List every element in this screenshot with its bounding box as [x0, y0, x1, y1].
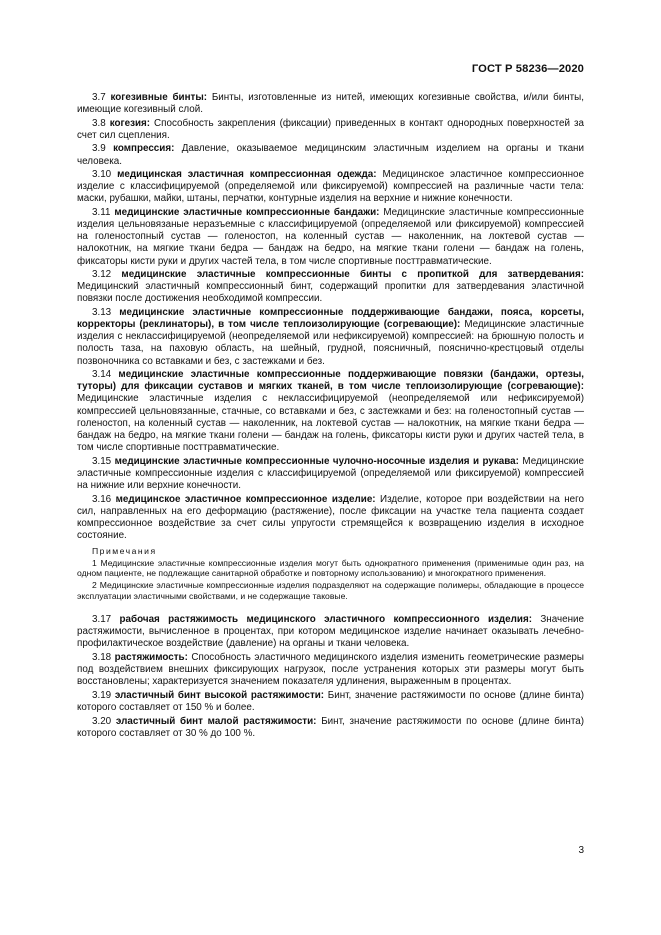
term-name: медицинское эластичное компрессионное изделие: — [115, 493, 376, 505]
term-name: эластичный бинт высокой растяжимости: — [114, 689, 325, 701]
term-name: медицинские эластичные компрессионные бинты с пропиткой для затвердевания: — [121, 269, 584, 281]
term-number: 3.18 — [92, 651, 112, 663]
term-text: Способность эластичного медицинского изделия изменить геометрические размеры под воздействием внешних фиксирующих нагрузок, после устранения которых эти размеры могут быть восстановлены; характеризуется значением показателя удлинения, выраженным в процентах. — [77, 651, 584, 688]
term-definition — [77, 207, 584, 268]
term-text: Давление, оказываемое медицинским эластичным изделием на органы и ткани человека. — [77, 143, 584, 167]
term-name: компрессия: — [113, 143, 175, 155]
term-definition — [77, 307, 584, 368]
term-definition — [77, 269, 584, 305]
term-text: Бинт, значение растяжимости по основе (длине бинта) которого составляет от 30 % до 100 %. — [77, 715, 584, 739]
term-number: 3.9 — [92, 143, 106, 155]
term-number: 3.15 — [92, 455, 112, 467]
term-name: медицинская эластичная компрессионная одежда: — [117, 169, 377, 181]
term-number: 3.19 — [92, 689, 112, 701]
term-text: Изделие, которое при воздействии на него сил, направленных на его деформацию (растяжение), после фиксации на участке тела пациента создает компрессионное воздействие за счет силы упругости стремящейся к возвращению изделия в исходное состояние. — [77, 493, 584, 541]
term-text: Медицинские эластичные компрессионные изделия с классифицируемой (определяемой или фиксируемой) компрессией на нижние или верхние конечности. — [77, 455, 584, 491]
term-number: 3.7 — [92, 92, 106, 103]
term-definition — [77, 118, 584, 142]
term-text: Значение растяжимости, вычисленное в процентах, при котором медицинское изделие начинает оказывать лечебно-профилактическое воздействие (давление) на органы и ткани человека. — [77, 614, 584, 650]
term-name: растяжимость: — [114, 651, 188, 663]
term-definition — [77, 494, 584, 543]
term-definition — [77, 652, 584, 688]
term-text: Медицинские эластичные изделия с неклассифицируемой (неопределяемой или нефиксируемой) компрессией цельновязанные, стачные, со вставками и без, с застежками и без: на голеностопный сустав — голеностоп, на коленный сустав — наколенник, на локтевой сустав — налокотник, на мягкие ткани бедра — бандаж на бедро, на мягкие ткани голени — бандаж на голень, фиксаторы кисти руки и других частей тела, в том числе спортивные посттравматические. — [77, 393, 584, 454]
term-text: Способность закрепления (фиксации) приведенных в контакт однородных поверхностей за счет сил сцепления. — [77, 117, 584, 141]
term-definition — [77, 369, 584, 454]
term-number: 3.14 — [92, 369, 112, 381]
term-name: медицинские эластичные компрессионные поддерживающие бандажи, пояса, корсеты, корректоры (реклинаторы), в том числе теплоизолирующие (согревающие): — [77, 307, 584, 331]
term-definition — [77, 716, 584, 740]
term-name: рабочая растяжимость медицинского эластичного компрессионного изделия: — [119, 614, 532, 626]
notes-section — [77, 546, 584, 601]
term-text: Медицинские эластичные изделия с неклассифицируемой (неопределяемой или нефиксируемой) компрессией: на брюшную полость и полость таза, на паховую область, на шейный, грудной, поясничный, пояснично-крестцовый отделы позвоночника со вставками и без, с застежками и без. — [77, 319, 585, 367]
term-definition — [77, 92, 584, 116]
term-number: 3.12 — [92, 269, 112, 281]
term-text: Медицинский эластичный компрессионный бинт, содержащий пропитки для затвердевания эластичной повязки после достижения необходимой компрессии. — [77, 281, 584, 305]
term-name: медицинские эластичные компрессионные поддерживающие повязки (бандажи, ортезы, туторы) для фиксации суставов и мягких тканей, в том числе теплоизолирующие (согревающие): — [77, 369, 584, 393]
term-name: медицинские эластичные компрессионные чулочно-носочные изделия и рукава: — [114, 455, 519, 467]
term-name: медицинские эластичные компрессионные бандажи: — [114, 206, 380, 218]
standard-code: ГОСТ Р 58236—2020 — [471, 63, 584, 75]
term-name: когезивные бинты: — [110, 92, 208, 103]
term-definition — [77, 169, 584, 205]
term-text: Медицинские эластичные компрессионные изделия цельновязаные неразъемные с классифицируемой (определяемой или фиксируемой) компрессией на голеностопный сустав — голеностоп, на коленный сустав — наколенник, на локтевой сустав — налокотник, на мягкие ткани бедра — бандаж на бедро, на мягкие ткани голени — бандаж на голень, фиксаторы кисти руки и других частей тела, в том числе спортивные посттравматические. — [77, 206, 584, 267]
term-definition — [77, 143, 584, 167]
terms-list-2 — [77, 614, 584, 740]
term-name: когезия: — [109, 117, 151, 129]
term-definition — [77, 456, 584, 492]
term-number: 3.16 — [92, 493, 112, 505]
page-number: 3 — [578, 845, 584, 856]
document-body — [77, 92, 584, 741]
term-text: Бинты, изготовленные из нитей, имеющих когезивные свойства, и/или бинты, имеющие когезивный слой. — [77, 92, 584, 116]
term-name: эластичный бинт малой растяжимости: — [115, 715, 317, 727]
term-number: 3.17 — [92, 614, 112, 626]
term-number: 3.11 — [92, 206, 111, 218]
term-number: 3.10 — [92, 169, 112, 181]
term-number: 3.13 — [92, 307, 112, 318]
notes-title: Примечания — [92, 546, 157, 557]
terms-list — [77, 92, 584, 542]
term-number: 3.20 — [92, 715, 112, 727]
term-definition — [77, 690, 584, 714]
term-number: 3.8 — [92, 117, 106, 129]
term-definition — [77, 614, 584, 650]
term-text: Бинт, значение растяжимости по основе (длине бинта) которого составляет от 150 % и более. — [77, 689, 584, 713]
term-text: Медицинское эластичное компрессионное изделие с классифицируемой (определяемой или фиксируемой) компрессией на различные части тела: маски, рубашки, майки, штаны, перчатки, контурные изделия на верхние и нижние конечности. — [77, 169, 584, 205]
note-item: 2 Медицинские эластичные компрессионные изделия подразделяют на содержащие полимеры, обладающие в процессе эксплуатации эластичными свойствами, и не содержащие таковые. — [77, 579, 584, 601]
note-item: 1 Медицинские эластичные компрессионные изделия могут быть однократного применения (применимые один раз, на одном пациенте, не подлежащие санитарной обработке и повторному использованию) и многократного применения. — [77, 557, 584, 579]
